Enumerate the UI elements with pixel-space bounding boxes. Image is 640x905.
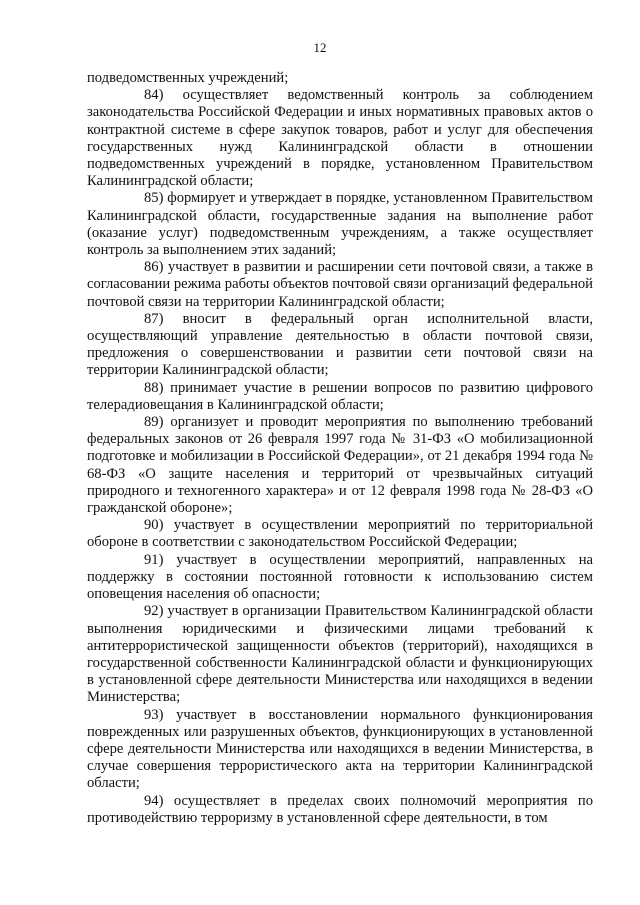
paragraph-91: 91) участвует в осуществлении мероприятий, направленных на поддержку в состоянии постоянной готовности к использованию систем оповещения населения об опасности; <box>87 551 593 603</box>
paragraph-85: 85) формирует и утверждает в порядке, установленном Правительством Калининградской области, государственные задания на выполнение работ (оказание услуг) подведомственным учреждениям, а также осуществляет контроль за выполнением этих заданий; <box>87 190 593 259</box>
paragraph-87: 87) вносит в федеральный орган исполнительной власти, осуществляющий управление деятельностью в области почтовой связи, предложения о совершенствовании и развитии сети почтовой связи на территории Калининградской области; <box>87 310 593 379</box>
paragraph-90: 90) участвует в осуществлении мероприятий по территориальной обороне в соответствии с законодательством Российской Федерации; <box>87 517 593 551</box>
paragraph-86: 86) участвует в развитии и расширении сети почтовой связи, а также в согласовании режима работы объектов почтовой связи организаций федеральной почтовой связи на территории Калининградской области; <box>87 259 593 310</box>
paragraph-94: 94) осуществляет в пределах своих полномочий мероприятия по противодействию терроризму в установленной сфере деятельности, в том <box>87 792 593 826</box>
paragraph-84: 84) осуществляет ведомственный контроль за соблюдением законодательства Российской Федерации и иных нормативных правовых актов о контрактной системе в сфере закупок товаров, работ и услуг для обеспечения государственных нужд Калининградской области в отношении подведомственных учреждений в порядке, установленном Правительством Калининградской области; <box>87 87 593 190</box>
paragraph-continuation: подведомственных учреждений; <box>87 70 289 86</box>
document-body <box>87 70 593 827</box>
paragraph-88: 88) принимает участие в решении вопросов по развитию цифрового телерадиовещания в Калининградской области; <box>87 379 593 413</box>
paragraph-89: 89) организует и проводит мероприятия по выполнению требований федеральных законов от 26 февраля 1997 года № 31-ФЗ «О мобилизационной подготовке и мобилизации в Российской Федерации», от 21 декабря 1994 года № 68-ФЗ «О защите населения и территорий от чрезвычайных ситуаций природного и техногенного характера» и от 12 февраля 1998 года № 28-ФЗ «О гражданской обороне»; <box>87 414 593 517</box>
page-number: 12 <box>313 40 327 55</box>
paragraph-93: 93) участвует в восстановлении нормального функционирования поврежденных или разрушенных объектов, функционирующих в установленной сфере деятельности Министерства или находящихся в ведении Министерства, в случае совершения террористического акта на территории Калининградской области; <box>87 706 593 792</box>
paragraph-92: 92) участвует в организации Правительством Калининградской области выполнения юридическими и физическими лицами требований к антитеррористической защищенности объектов (территорий), находящихся в государственной собственности Калининградской области и функционирующих в установленной сфере деятельности Министерства или находящихся в ведении Министерства; <box>87 603 593 706</box>
